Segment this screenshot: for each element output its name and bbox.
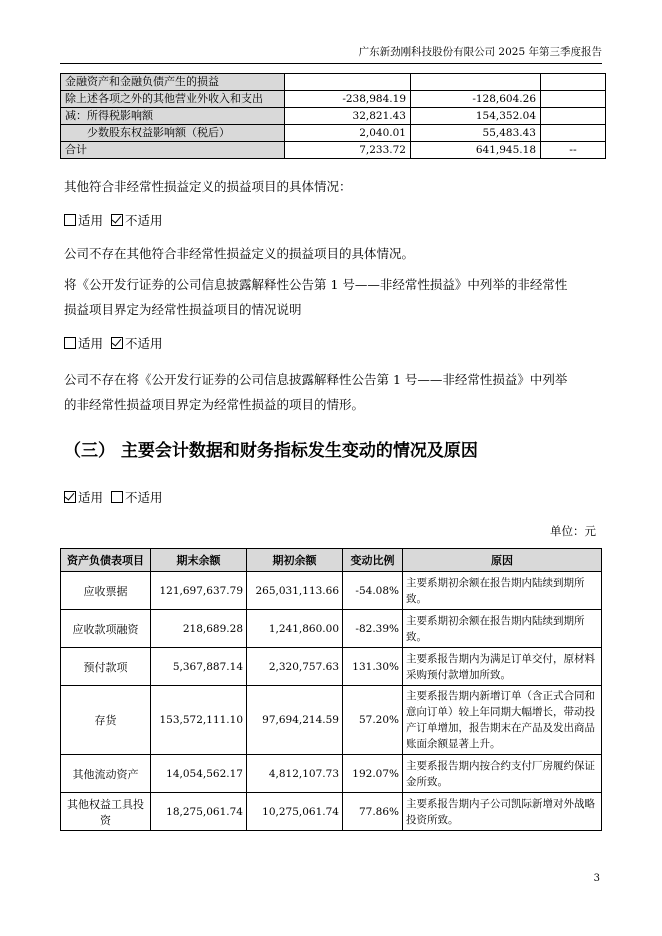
not-applicable-checkbox — [111, 337, 123, 349]
paragraph: 公司不存在其他符合非经常性损益定义的损益项目的具体情况。 — [64, 246, 415, 261]
table-header-row: 资产负债表项目 期末余额 期初余额 变动比例 原因 — [61, 549, 602, 572]
section-heading: （三） 主要会计数据和财务指标发生变动的情况及原因 — [64, 441, 478, 461]
balance-sheet-change-table — [60, 548, 602, 831]
table-row: 存货 153,572,111.10 97,694,214.59 57.20% 主要系报告期内新增订单（含正式合同和意向订单）较上年同期大幅增长，带动投产订单增加，报告期末在产品及发出商品账面余额显著上升。 — [61, 686, 602, 755]
row-label: 合计 — [61, 142, 285, 159]
row-label: 金融资产和金融负债产生的损益 — [61, 74, 285, 91]
paragraph: 公司不存在将《公开发行证券的公司信息披露解释性公告第 1 号——非经常性损益》中列举 — [64, 372, 568, 387]
unit-label: 单位：元 — [550, 524, 596, 538]
page-number: 3 — [593, 873, 600, 884]
table-row: 其他流动资产 14,054,562.17 4,812,107.73 192.07% 主要系报告期内按合约支付厂房履约保证金所致。 — [61, 755, 602, 793]
row-label: 除上述各项之外的其他营业外收入和支出 — [61, 91, 285, 108]
paragraph: 损益项目界定为经常性损益项目的情况说明 — [64, 302, 302, 317]
not-applicable-checkbox — [111, 491, 123, 503]
paragraph: 的非经常性损益项目界定为经常性损益的项目的情形。 — [64, 397, 365, 412]
table-row — [61, 74, 606, 91]
page-header: 广东新劲刚科技股份有限公司 2025 年第三季度报告 — [60, 44, 602, 64]
applicability-checkboxes: 适用 不适用 — [64, 333, 602, 355]
nonrecurring-table — [60, 73, 606, 159]
table-row: 除上述各项之外的其他营业外收入和支出 -238,984.19 -128,604.26 — [61, 91, 606, 108]
table-row: 应收票据 121,697,637.79 265,031,113.66 -54.08% 主要系期初余额在报告期内陆续到期所致。 — [61, 572, 602, 610]
applicability-checkboxes: 适用 不适用 — [64, 210, 602, 232]
applicable-checkbox — [64, 337, 76, 349]
paragraph: 其他符合非经常性损益定义的损益项目的具体情况： — [64, 179, 352, 194]
applicable-checkbox — [64, 214, 76, 226]
not-applicable-checkbox — [111, 214, 123, 226]
applicable-checkbox — [64, 491, 76, 503]
row-label: 少数股东权益影响额（税后） — [61, 125, 285, 142]
table-row: 应收款项融资 218,689.28 1,241,860.00 -82.39% 主要系期初余额在报告期内陆续到期所致。 — [61, 610, 602, 648]
table-row: 减：所得税影响额 32,821.43 154,352.04 — [61, 108, 606, 125]
table-row: 少数股东权益影响额（税后） 2,040.01 55,483.43 — [61, 125, 606, 142]
table-row: 其他权益工具投资 18,275,061.74 10,275,061.74 77.86% 主要系报告期内子公司凯际新增对外战略投资所致。 — [61, 793, 602, 831]
table-row-total: 合计 7,233.72 641,945.18 -- — [61, 142, 606, 159]
applicability-checkboxes: 适用 不适用 — [64, 487, 602, 509]
paragraph: 将《公开发行证券的公司信息披露解释性公告第 1 号——非经常性损益》中列举的非经常性 — [64, 277, 568, 292]
table-row: 预付款项 5,367,887.14 2,320,757.63 131.30% 主要系报告期内为满足订单交付，原材料采购预付款增加所致。 — [61, 648, 602, 686]
row-label: 减：所得税影响额 — [61, 108, 285, 125]
